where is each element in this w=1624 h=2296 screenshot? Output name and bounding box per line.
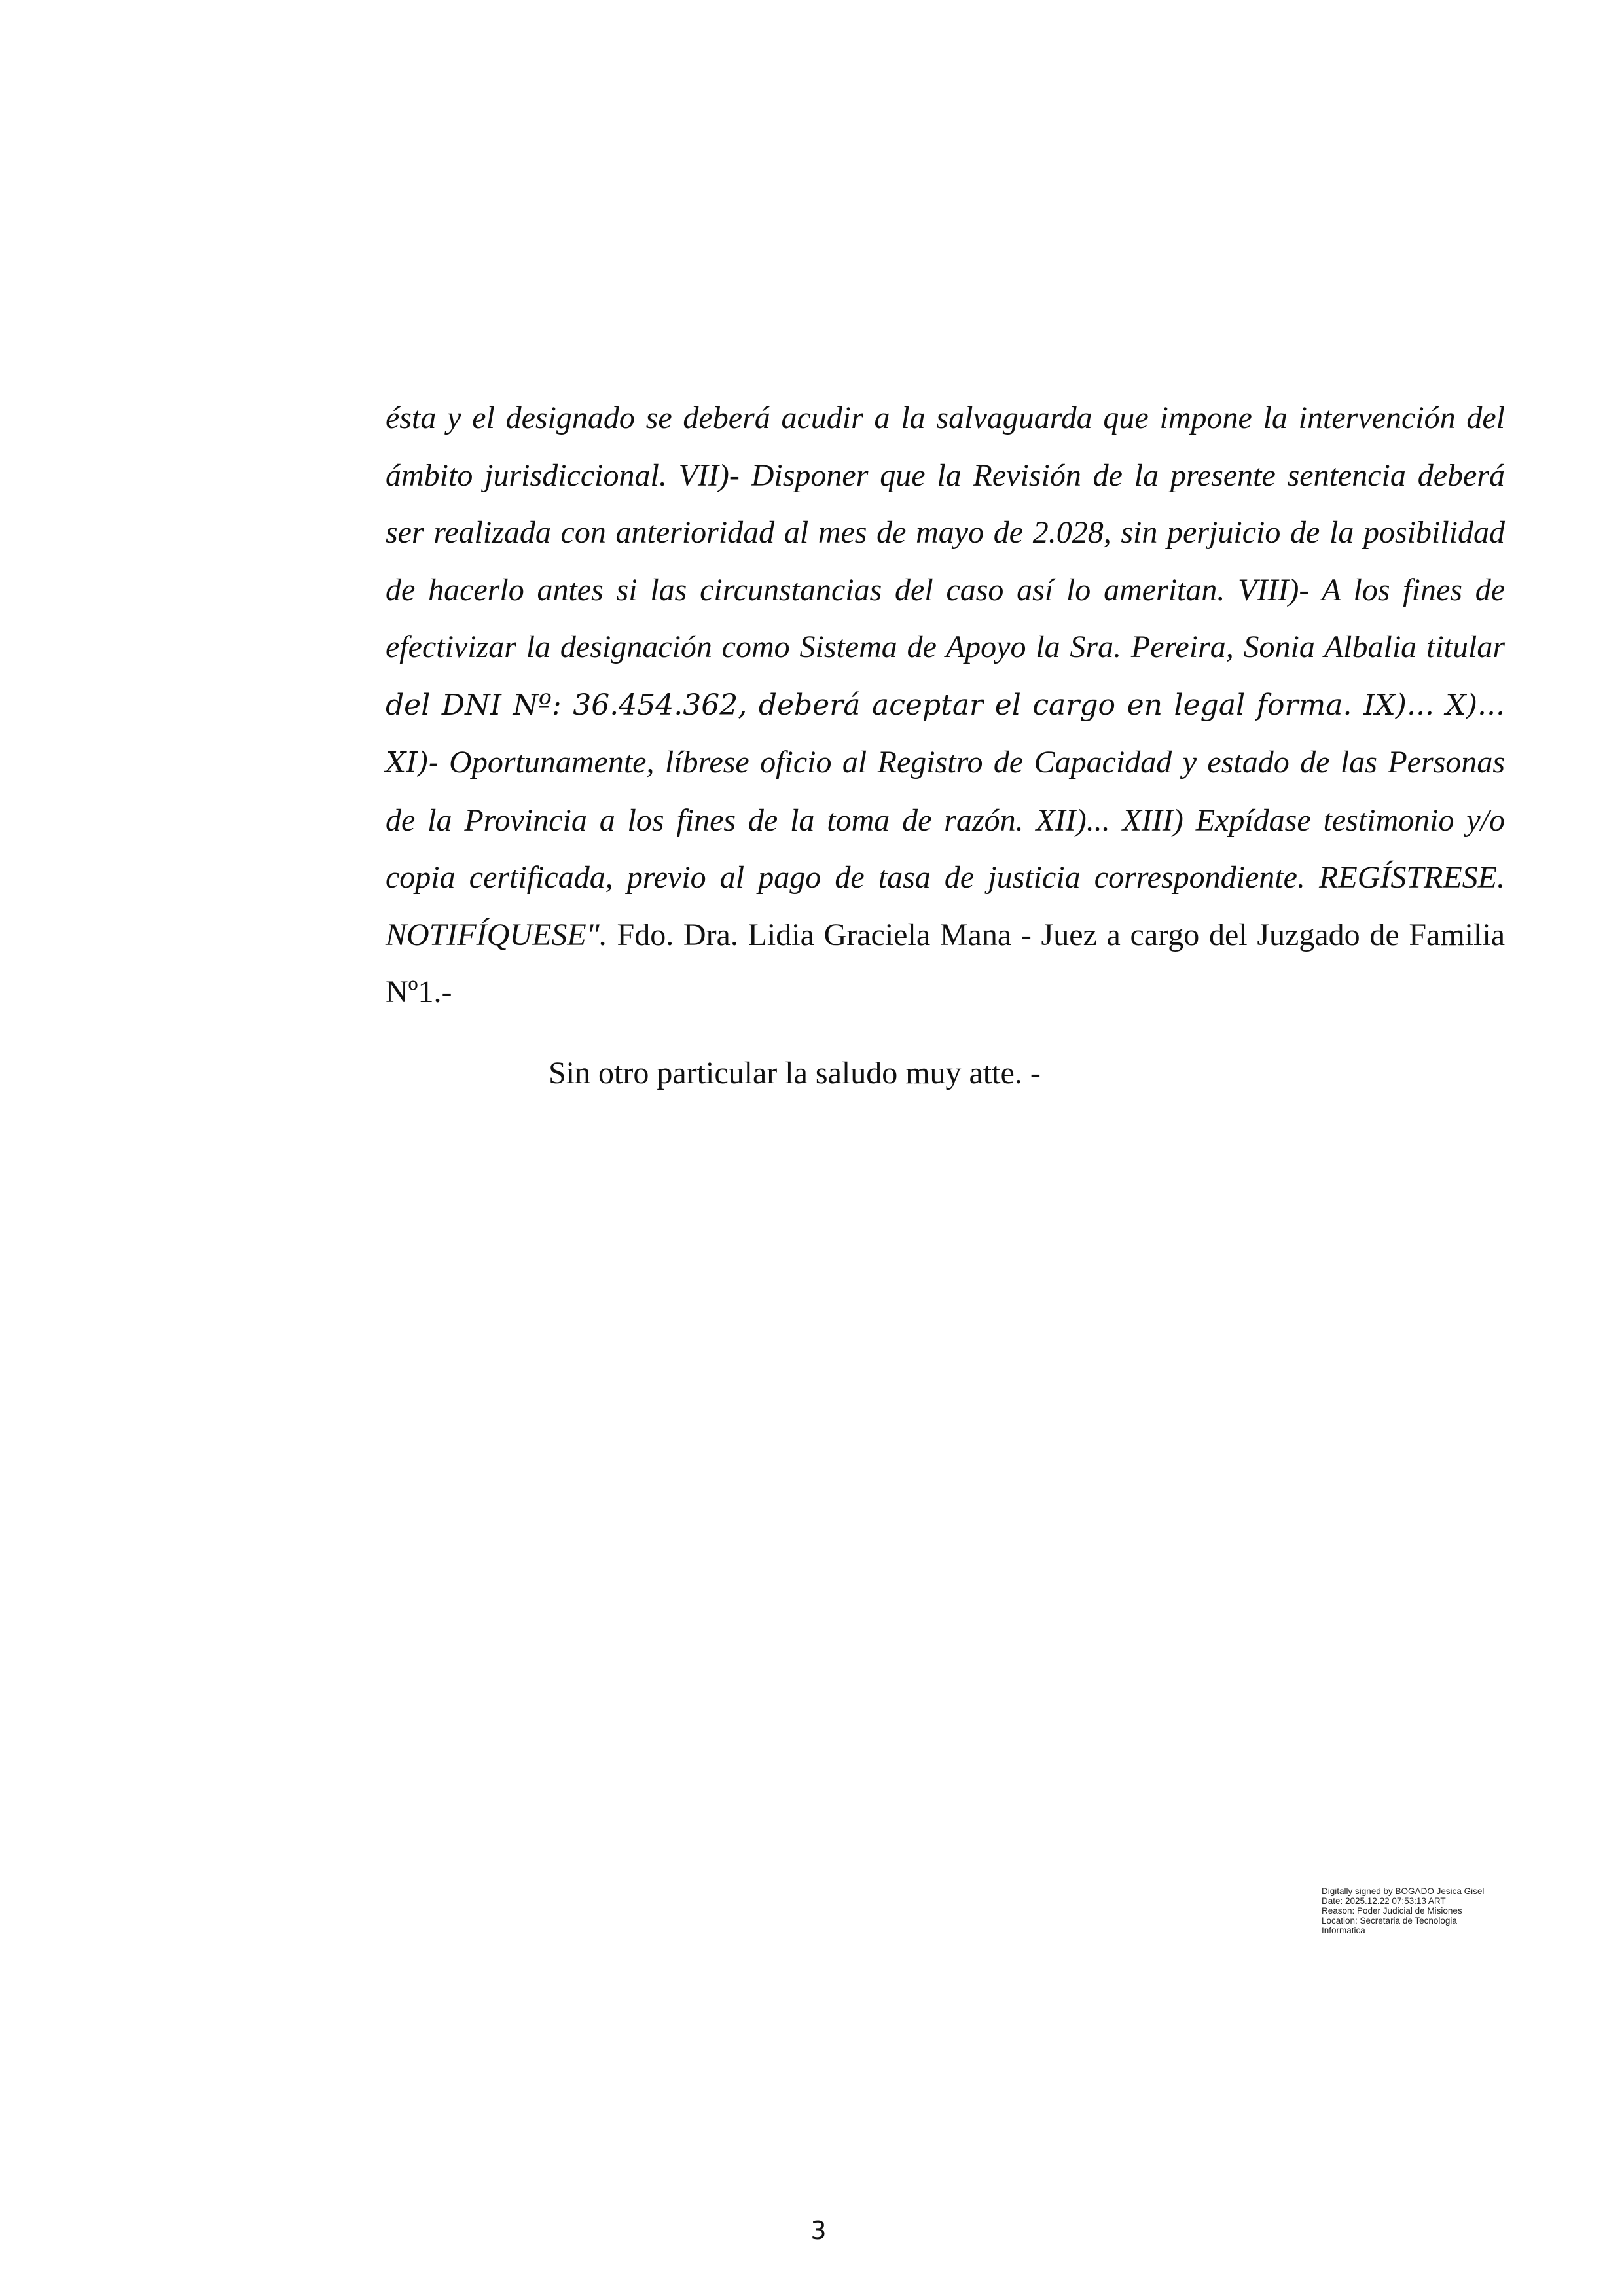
- resolution-paragraph: [386, 389, 1505, 1021]
- signature-location: Location: Secretaria de Tecnologia: [1322, 1916, 1457, 1926]
- paragraph-segment-signatory: Fdo. Dra. Lidia Graciela Mana - Juez a cargo del Juzgado de Familia Nº1.-: [386, 917, 1505, 1009]
- paragraph-segment-dni: del DNI Nº: 36.454.362, deberá aceptar el cargo en legal forma. IX)... X)... XI)-: [386, 688, 1505, 780]
- signature-signed-by: Digitally signed by BOGADO Jesica Gisel: [1322, 1886, 1485, 1896]
- signature-reason: Reason: Poder Judicial de Misiones: [1322, 1906, 1462, 1916]
- paragraph-segment-italic-1: ésta y el designado se deberá acudir a la salvaguarda que impone la intervención del ámbito jurisdiccional. VII)- Disponer que la Revisión de la presente sentencia deberá ser realizada con anterioridad al mes de mayo de 2.028, sin perjuicio de la posibilidad de hacerlo antes si las circunstancias del caso así lo ameritan. VIII)- A los fines de efectivizar la designación como Sistema de Apoyo la Sra. Pereira, Sonia Albalia titular: [386, 401, 1505, 664]
- digital-signature-stamp: [1322, 1886, 1544, 1935]
- signature-date: Date: 2025.12.22 07:53:13 ART: [1322, 1896, 1446, 1906]
- closing-line: Sin otro particular la saludo muy atte. -: [549, 1056, 1041, 1090]
- signature-location-cont: Informatica: [1322, 1926, 1365, 1935]
- page-number: 3: [810, 2216, 827, 2245]
- paragraph-segment-italic-2: Oportunamente, líbrese oficio al Registro de Capacidad y estado de las Personas de la Provincia a los fines de la toma de razón. XII)... XIII) Expídase testimonio y/o copia certificada, previo al pago de tasa de justicia correspondiente. REGÍSTRESE. NOTIFÍQUESE".: [386, 745, 1505, 952]
